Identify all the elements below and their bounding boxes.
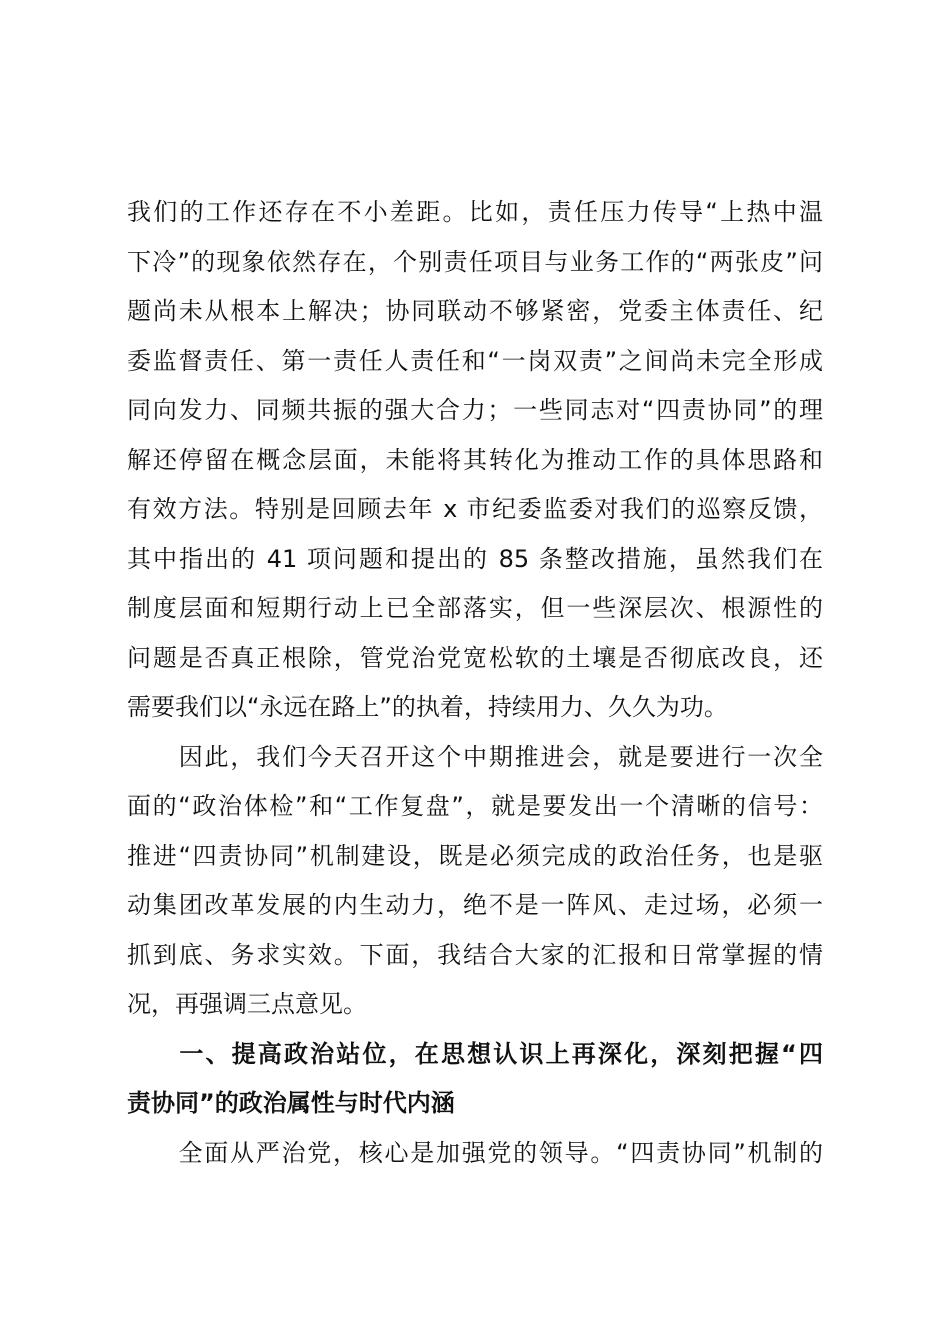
document-body bbox=[127, 188, 823, 1178]
text-line: 因此，我们今天召开这个中期推进会，就是要进行一次全 bbox=[127, 742, 823, 771]
text-line: 有效方法。特别是回顾去年 x 市纪委监委对我们的巡察反馈， bbox=[127, 495, 823, 523]
heading-line: 责协同”的政治属性与时代内涵 bbox=[127, 1089, 455, 1117]
text-line: 其中指出的 41 项问题和提出的 85 条整改措施，虽然我们在 bbox=[127, 544, 823, 573]
paragraph-1 bbox=[127, 188, 823, 733]
text-line: 我们的工作还存在不小差距。比如，责任压力传导“上热中温 bbox=[127, 198, 823, 226]
text-line: 同向发力、同频共振的强大合力；一些同志对“四责协同”的理 bbox=[127, 396, 823, 424]
text-line: 推进“四责协同”机制建设，既是必须完成的政治任务，也是驱 bbox=[127, 841, 823, 870]
heading-line: 一、提高政治站位，在思想认识上再深化，深刻把握“四 bbox=[127, 1039, 823, 1068]
text-line: 题尚未从根本上解决；协同联动不够紧密，党委主体责任、纪 bbox=[127, 297, 823, 325]
paragraph-2 bbox=[127, 733, 823, 1030]
text-line: 下冷”的现象依然存在，个别责任项目与业务工作的“两张皮”问 bbox=[127, 247, 823, 276]
text-line: 制度层面和短期行动上已全部落实，但一些深层次、根源性的 bbox=[127, 594, 823, 622]
text-line: 抓到底、务求实效。下面，我结合大家的汇报和日常掌握的情 bbox=[127, 940, 823, 969]
text-line: 需要我们以“永远在路上”的执着，持续用力、久久为功。 bbox=[127, 693, 728, 721]
paragraph-3 bbox=[127, 1129, 823, 1179]
text-line: 问题是否真正根除，管党治党宽松软的土壤是否彻底改良，还 bbox=[127, 643, 823, 672]
text-line: 面的“政治体检”和“工作复盘”，就是要发出一个清晰的信号： bbox=[127, 792, 823, 820]
section-heading-1 bbox=[127, 1030, 823, 1129]
text-line: 况，再强调三点意见。 bbox=[127, 990, 367, 1018]
text-line: 动集团改革发展的内生动力，绝不是一阵风、走过场，必须一 bbox=[127, 891, 823, 919]
text-line: 委监督责任、第一责任人责任和“一岗双责”之间尚未完全形成 bbox=[127, 346, 823, 375]
text-line: 解还停留在概念层面，未能将其转化为推动工作的具体思路和 bbox=[127, 445, 823, 474]
text-line: 全面从严治党，核心是加强党的领导。“四责协同”机制的 bbox=[127, 1138, 823, 1167]
